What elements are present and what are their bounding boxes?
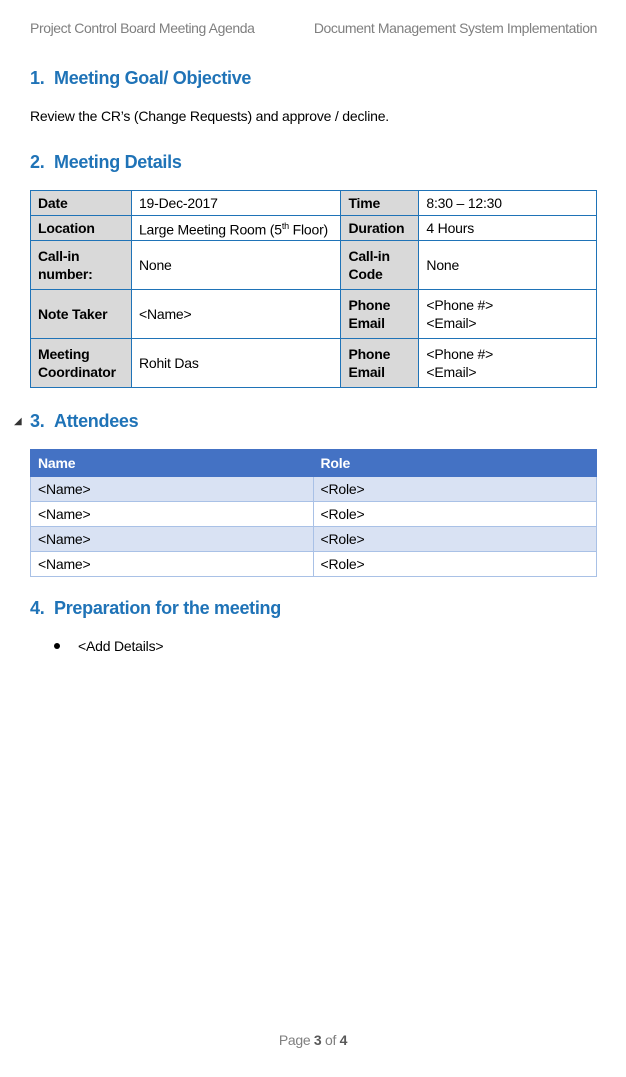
- table-row: [31, 527, 597, 552]
- value-coordinator: Rohit Das: [131, 339, 340, 388]
- attendee-role: <Role>: [313, 502, 597, 527]
- value-callin-number: None: [131, 241, 340, 290]
- label-phone: Phone: [348, 297, 391, 313]
- section-3-heading: [30, 411, 138, 432]
- footer-current-page: 3: [313, 1032, 322, 1048]
- value-note-taker-contact: [419, 290, 597, 339]
- label-callin-code-line2: Code: [348, 266, 383, 282]
- label-callin-code: [341, 241, 419, 290]
- details-row-location: [31, 216, 597, 241]
- list-item-text: <Add Details>: [78, 638, 164, 654]
- details-row-date: [31, 191, 597, 216]
- footer-of: of: [321, 1032, 340, 1048]
- section-3-title: Attendees: [54, 411, 139, 431]
- section-1-title: Meeting Goal/ Objective: [54, 68, 252, 88]
- label-email: Email: [348, 315, 385, 331]
- section-3-number: 3.: [30, 411, 45, 431]
- details-row-note-taker: [31, 290, 597, 339]
- section-1-heading: [30, 68, 251, 89]
- value-callin-code: None: [419, 241, 597, 290]
- value-phone: <Phone #>: [426, 297, 494, 313]
- value-location: [131, 216, 340, 241]
- section-4-number: 4.: [30, 598, 45, 618]
- label-note-taker-contact: [341, 290, 419, 339]
- table-row: [31, 502, 597, 527]
- footer-prefix: Page: [278, 1032, 314, 1048]
- section-2-title: Meeting Details: [54, 152, 182, 172]
- value-date: 19-Dec-2017: [131, 191, 340, 216]
- bullet-dot-icon: [54, 643, 60, 649]
- attendee-name: <Name>: [31, 477, 314, 502]
- label-email: Email: [348, 364, 385, 380]
- details-row-callin: [31, 241, 597, 290]
- label-duration: Duration: [341, 216, 419, 241]
- label-coordinator: [31, 339, 132, 388]
- collapse-triangle-icon[interactable]: ◢: [14, 416, 22, 427]
- table-row: [31, 477, 597, 502]
- label-location: Location: [31, 216, 132, 241]
- label-phone: Phone: [348, 346, 391, 362]
- objective-text: Review the CR’s (Change Requests) and approve / decline.: [30, 108, 389, 124]
- section-2-heading: [30, 152, 182, 173]
- value-phone: <Phone #>: [426, 346, 494, 362]
- value-note-taker: <Name>: [131, 290, 340, 339]
- section-1-number: 1.: [30, 68, 45, 88]
- attendees-header-row: [31, 450, 597, 477]
- label-callin-number-line2: number:: [38, 266, 93, 282]
- attendee-name: <Name>: [31, 552, 314, 577]
- header-right-title: Document Management System Implementation: [313, 20, 597, 36]
- label-time: Time: [341, 191, 419, 216]
- attendee-role: <Role>: [313, 552, 597, 577]
- details-row-coordinator: [31, 339, 597, 388]
- section-2-number: 2.: [30, 152, 45, 172]
- label-callin-code-line1: Call-in: [348, 248, 390, 264]
- attendees-table: [30, 449, 597, 577]
- list-item: [54, 638, 163, 654]
- label-date: Date: [31, 191, 132, 216]
- header-left-title: Project Control Board Meeting Agenda: [30, 20, 255, 36]
- footer-total-pages: 4: [339, 1032, 348, 1048]
- value-time: 8:30 – 12:30: [419, 191, 597, 216]
- section-4-title: Preparation for the meeting: [54, 598, 281, 618]
- value-duration: 4 Hours: [419, 216, 597, 241]
- value-email: <Email>: [426, 315, 477, 331]
- value-coordinator-contact: [419, 339, 597, 388]
- value-location-post: Floor): [288, 221, 329, 238]
- value-email: <Email>: [426, 364, 477, 380]
- value-location-pre: Large Meeting Room (5: [138, 221, 282, 238]
- column-header-role: Role: [313, 450, 597, 477]
- label-callin-number: [31, 241, 132, 290]
- attendee-role: <Role>: [313, 527, 597, 552]
- meeting-details-table: [30, 190, 597, 388]
- label-coordinator-line2: Coordinator: [38, 364, 116, 380]
- attendee-role: <Role>: [313, 477, 597, 502]
- label-coordinator-line1: Meeting: [38, 346, 90, 362]
- value-location-sup: th: [281, 221, 289, 232]
- page-number-footer: [0, 1032, 626, 1048]
- attendee-name: <Name>: [31, 502, 314, 527]
- section-4-heading: [30, 598, 281, 619]
- attendee-name: <Name>: [31, 527, 314, 552]
- label-coordinator-contact: [341, 339, 419, 388]
- column-header-name: Name: [31, 450, 314, 477]
- label-callin-number-line1: Call-in: [38, 248, 80, 264]
- table-row: [31, 552, 597, 577]
- label-note-taker: Note Taker: [31, 290, 132, 339]
- preparation-list: [54, 638, 163, 654]
